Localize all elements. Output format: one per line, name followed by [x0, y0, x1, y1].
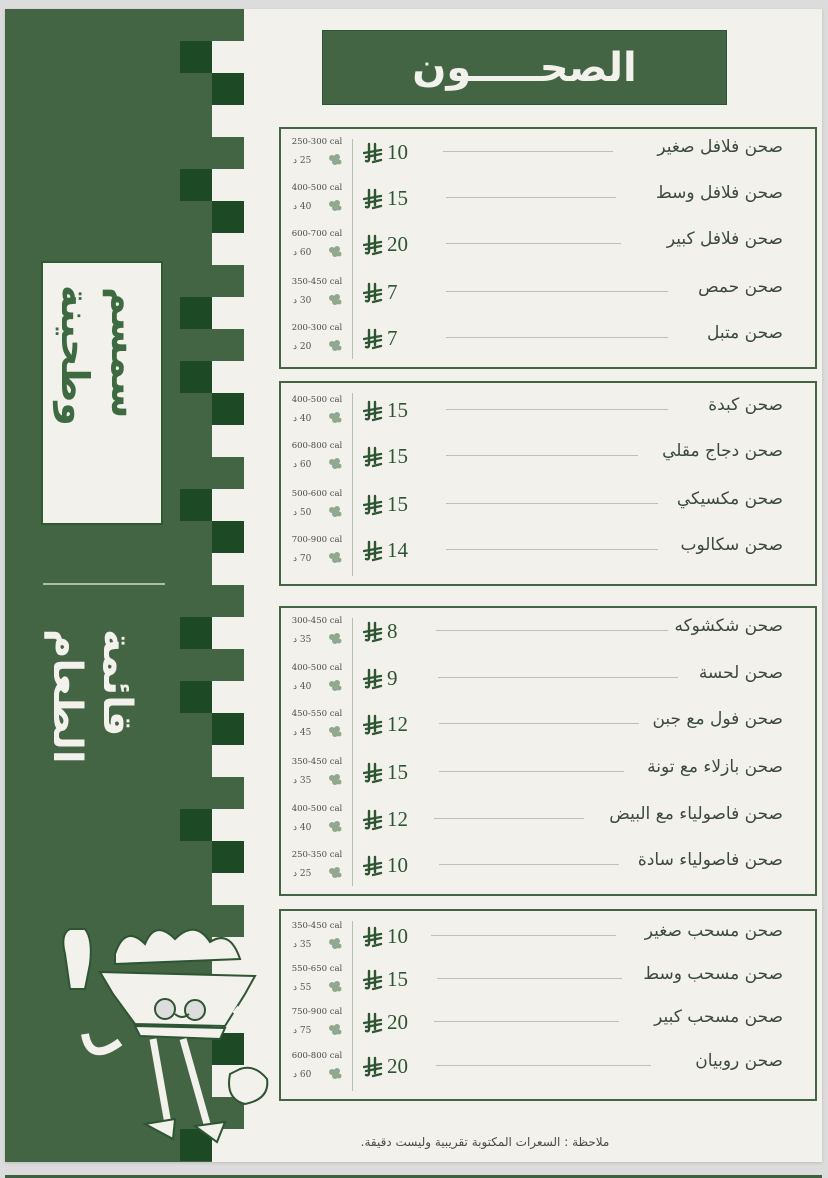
calories-label: 600-800 cal	[291, 441, 343, 451]
price	[363, 1010, 408, 1035]
item-name: صحن سكالوب	[680, 535, 783, 555]
leaf-icon	[327, 293, 343, 307]
prep-time-label: 40 د	[293, 414, 312, 424]
leader-line	[438, 677, 678, 678]
calories-label: 200-300 cal	[291, 323, 343, 333]
prep-time-label: 40 د	[293, 682, 312, 692]
riyal-icon	[363, 142, 383, 164]
menu-item	[281, 1051, 815, 1095]
menu-item	[281, 616, 815, 660]
calories-label: 300-450 cal	[291, 616, 343, 626]
leader-line	[434, 1021, 619, 1022]
leaf-icon	[327, 980, 343, 994]
menu-item	[281, 757, 815, 801]
calories-label: 400-500 cal	[291, 183, 343, 193]
price-value: 15	[387, 760, 408, 784]
prep-time-label: 75 د	[293, 1026, 312, 1036]
calories-label: 400-500 cal	[291, 663, 343, 673]
price	[363, 666, 398, 691]
leaf-icon	[327, 411, 343, 425]
calories-label: 250-350 cal	[291, 850, 343, 860]
menu-item	[281, 921, 815, 965]
price	[363, 492, 408, 517]
leader-line	[436, 630, 668, 631]
item-name: صحن حمص	[698, 277, 783, 297]
leaf-icon	[327, 679, 343, 693]
prep-time-label: 25 د	[293, 869, 312, 879]
price-value: 10	[387, 140, 408, 164]
leaf-icon	[327, 505, 343, 519]
leaf-icon	[327, 457, 343, 471]
leader-line	[431, 935, 616, 936]
item-name: صحن متبل	[707, 323, 783, 343]
price-value: 20	[387, 1054, 408, 1078]
item-name: صحن لحسة	[698, 663, 783, 683]
price	[363, 398, 408, 423]
leader-line	[436, 1065, 651, 1066]
calories-label: 550-650 cal	[291, 964, 343, 974]
price-value: 7	[387, 280, 398, 304]
price-value: 15	[387, 492, 408, 516]
riyal-icon	[363, 969, 383, 991]
leaf-icon	[327, 1067, 343, 1081]
brand-logo-box	[41, 261, 163, 525]
item-name: صحن فلافل وسط	[655, 183, 783, 203]
item-name: صحن فول مع جبن	[652, 709, 783, 729]
price-value: 15	[387, 444, 408, 468]
menu-label-line1: قائمة	[94, 629, 140, 737]
leader-line	[446, 409, 668, 410]
price	[363, 538, 408, 563]
item-name: صحن فلافل كبير	[666, 229, 783, 249]
riyal-icon	[363, 400, 383, 422]
item-name: صحن مسحب صغير	[644, 921, 783, 941]
price	[363, 326, 398, 351]
leader-line	[439, 723, 639, 724]
riyal-icon	[363, 1056, 383, 1078]
item-name: صحن كبدة	[708, 395, 783, 415]
calories-label: 350-450 cal	[291, 921, 343, 931]
prep-time-label: 60 د	[293, 460, 312, 470]
price-value: 20	[387, 1010, 408, 1034]
price-value: 10	[387, 853, 408, 877]
riyal-icon	[363, 446, 383, 468]
price	[363, 280, 398, 305]
riyal-icon	[363, 494, 383, 516]
leader-line	[446, 291, 668, 292]
leader-line	[446, 455, 638, 456]
riyal-icon	[363, 328, 383, 350]
prep-time-label: 60 د	[293, 248, 312, 258]
salad-bowl-mascot-icon	[45, 914, 275, 1149]
riyal-icon	[363, 282, 383, 304]
item-name: صحن روبيان	[695, 1051, 783, 1071]
price	[363, 232, 408, 257]
leader-line	[443, 151, 613, 152]
menu-section-1	[279, 127, 817, 369]
price	[363, 186, 408, 211]
menu-label-line2: الطعام	[44, 629, 90, 764]
calories-label: 350-450 cal	[291, 757, 343, 767]
prep-time-label: 35 د	[293, 776, 312, 786]
item-name: صحن فلافل صغير	[657, 137, 783, 157]
menu-item	[281, 1007, 815, 1051]
calories-label: 600-800 cal	[291, 1051, 343, 1061]
prep-time-label: 35 د	[293, 635, 312, 645]
item-name: صحن فاصولياء سادة	[637, 850, 783, 870]
leaf-icon	[327, 153, 343, 167]
leader-line	[439, 771, 624, 772]
leader-line	[446, 197, 616, 198]
leader-line	[434, 818, 584, 819]
price-value: 7	[387, 326, 398, 350]
item-name: صحن فاصولياء مع البيض	[609, 804, 783, 824]
price-value: 10	[387, 924, 408, 948]
menu-item	[281, 709, 815, 753]
calories-label: 500-600 cal	[291, 489, 343, 499]
leader-line	[439, 864, 619, 865]
leaf-icon	[327, 866, 343, 880]
prep-time-label: 40 د	[293, 202, 312, 212]
item-name: صحن مكسيكي	[676, 489, 783, 509]
menu-item	[281, 137, 815, 181]
menu-item	[281, 229, 815, 273]
menu-item	[281, 277, 815, 321]
leader-line	[446, 503, 658, 504]
menu-item	[281, 441, 815, 485]
price	[363, 140, 408, 165]
calories-label: 600-700 cal	[291, 229, 343, 239]
menu-item	[281, 535, 815, 579]
prep-time-label: 70 د	[293, 554, 312, 564]
brand-name-line1: سمسم	[103, 287, 147, 419]
prep-time-label: 40 د	[293, 823, 312, 833]
brand-name-line2: وطحينة	[53, 285, 97, 426]
leaf-icon	[327, 245, 343, 259]
menu-item	[281, 489, 815, 533]
riyal-icon	[363, 1012, 383, 1034]
calories-label: 350-450 cal	[291, 277, 343, 287]
menu-item	[281, 850, 815, 894]
sidebar-divider	[43, 583, 165, 585]
price-value: 15	[387, 398, 408, 422]
prep-time-label: 45 د	[293, 728, 312, 738]
item-name: صحن بازلاء مع تونة	[647, 757, 783, 777]
price-value: 20	[387, 232, 408, 256]
leaf-icon	[327, 199, 343, 213]
calories-label: 250-300 cal	[291, 137, 343, 147]
riyal-icon	[363, 762, 383, 784]
riyal-icon	[363, 714, 383, 736]
prep-time-label: 60 د	[293, 1070, 312, 1080]
menu-item	[281, 663, 815, 707]
price-value: 9	[387, 666, 398, 690]
leaf-icon	[327, 725, 343, 739]
calories-label: 700-900 cal	[291, 535, 343, 545]
leader-line	[446, 243, 621, 244]
riyal-icon	[363, 540, 383, 562]
menu-item	[281, 964, 815, 1008]
price-value: 12	[387, 807, 408, 831]
leaf-icon	[327, 773, 343, 787]
price	[363, 807, 408, 832]
calories-label: 750-900 cal	[291, 1007, 343, 1017]
price	[363, 1054, 408, 1079]
prep-time-label: 55 د	[293, 983, 312, 993]
leader-line	[446, 549, 658, 550]
riyal-icon	[363, 188, 383, 210]
menu-page	[5, 9, 822, 1162]
price	[363, 712, 408, 737]
price-value: 14	[387, 538, 408, 562]
menu-item	[281, 183, 815, 227]
riyal-icon	[363, 809, 383, 831]
leader-line	[437, 978, 622, 979]
leaf-icon	[327, 632, 343, 646]
price-value: 12	[387, 712, 408, 736]
price	[363, 924, 408, 949]
price	[363, 967, 408, 992]
prep-time-label: 35 د	[293, 940, 312, 950]
calories-label: 450-550 cal	[291, 709, 343, 719]
leaf-icon	[327, 820, 343, 834]
item-name: صحن مسحب وسط	[643, 964, 783, 984]
prep-time-label: 25 د	[293, 156, 312, 166]
riyal-icon	[363, 926, 383, 948]
calories-label: 400-500 cal	[291, 395, 343, 405]
menu-item	[281, 804, 815, 848]
prep-time-label: 30 د	[293, 296, 312, 306]
menu-section-4	[279, 909, 817, 1101]
leaf-icon	[327, 937, 343, 951]
prep-time-label: 50 د	[293, 508, 312, 518]
riyal-icon	[363, 668, 383, 690]
menu-section-2	[279, 381, 817, 586]
riyal-icon	[363, 234, 383, 256]
price	[363, 853, 408, 878]
prep-time-label: 20 د	[293, 342, 312, 352]
price	[363, 444, 408, 469]
riyal-icon	[363, 855, 383, 877]
calories-label: 400-500 cal	[291, 804, 343, 814]
leaf-icon	[327, 339, 343, 353]
price-value: 15	[387, 186, 408, 210]
item-name: صحن دجاج مقلي	[662, 441, 783, 461]
price-value: 8	[387, 619, 398, 643]
riyal-icon	[363, 621, 383, 643]
price	[363, 619, 398, 644]
calories-note: ملاحظة : السعرات المكتوبة تقريبية وليست دقيقة.	[360, 1135, 610, 1149]
item-name: صحن شكشوكه	[674, 616, 783, 636]
leaf-icon	[327, 551, 343, 565]
leader-line	[446, 337, 668, 338]
price-value: 15	[387, 967, 408, 991]
page-title: الصحـــــون	[412, 44, 637, 91]
price	[363, 760, 408, 785]
leaf-icon	[327, 1023, 343, 1037]
menu-item	[281, 395, 815, 439]
page-title-banner	[322, 30, 727, 105]
menu-item	[281, 323, 815, 367]
menu-section-3	[279, 606, 817, 896]
item-name: صحن مسحب كبير	[654, 1007, 783, 1027]
